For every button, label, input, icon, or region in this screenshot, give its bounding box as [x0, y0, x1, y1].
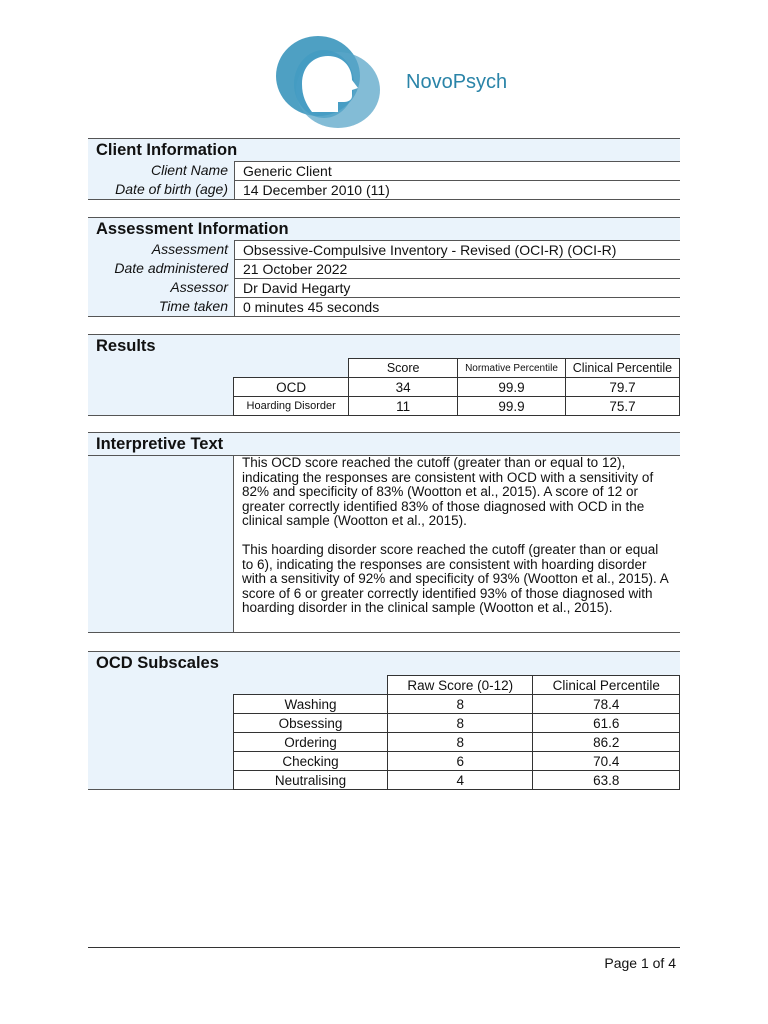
normative-cell: 99.9	[458, 378, 566, 397]
clinical-cell: 79.7	[565, 378, 679, 397]
raw-cell: 6	[388, 752, 533, 771]
date-of-birth-row	[88, 180, 680, 199]
row-name: Hoarding Disorder	[234, 397, 349, 416]
interpretive-text-title: Interpretive Text	[88, 432, 680, 455]
footer-divider	[88, 947, 680, 948]
date-of-birth-value: 14 December 2010 (11)	[234, 180, 680, 199]
assessment-information-title: Assessment Information	[88, 217, 680, 240]
assessment-label: Assessment	[151, 241, 228, 257]
date-administered-row	[88, 259, 680, 278]
ocd-subscales-title: OCD Subscales	[88, 651, 680, 674]
ocd-interpretation: This OCD score reached the cutoff (greater than or equal to 12), indicating the responses are consistent with OCD with a sensitivity of 82% and specificity of 83% (Wootton et al., 2015). A score of 12 or greater correctly identified 83% of those diagnosed with OCD in the clinical sample (Wootton et al., 2015).	[242, 456, 654, 529]
normative-cell: 99.9	[458, 397, 566, 416]
time-taken-row	[88, 297, 680, 316]
table-row	[234, 378, 680, 397]
ocd-subscales-section	[88, 651, 680, 790]
assessment-value: Obsessive-Compulsive Inventory - Revised (OCI-R) (OCI-R)	[234, 240, 680, 259]
clinical-percentile-header: Clinical Percentile	[565, 359, 679, 378]
brand-name: NovoPsych	[406, 71, 508, 93]
score-cell: 11	[349, 397, 458, 416]
subscale-name: Obsessing	[234, 714, 388, 733]
date-administered-value: 21 October 2022	[234, 259, 680, 278]
time-taken-label: Time taken	[158, 298, 228, 314]
results-section	[88, 334, 680, 416]
table-row	[234, 752, 680, 771]
subscale-name: Neutralising	[234, 771, 388, 790]
table-row	[234, 733, 680, 752]
clinical-percentile-header: Clinical Percentile	[533, 676, 680, 695]
subscales-header-row	[234, 676, 680, 695]
assessor-label: Assessor	[170, 279, 228, 295]
raw-cell: 8	[388, 733, 533, 752]
clinical-cell: 63.8	[533, 771, 680, 790]
client-name-row	[88, 161, 680, 180]
client-name-label: Client Name	[150, 162, 228, 178]
date-of-birth-label: Date of birth (age)	[115, 181, 228, 197]
subscale-name: Checking	[234, 752, 388, 771]
clinical-cell: 70.4	[533, 752, 680, 771]
subscales-header-spacer	[234, 676, 388, 695]
clinical-cell: 61.6	[533, 714, 680, 733]
score-cell: 34	[349, 378, 458, 397]
assessor-row	[88, 278, 680, 297]
normative-percentile-header: Normative Percentile	[458, 359, 566, 378]
results-table	[233, 358, 680, 416]
results-header-row	[234, 359, 680, 378]
subscale-name: Washing	[234, 695, 388, 714]
raw-cell: 4	[388, 771, 533, 790]
clinical-cell: 75.7	[565, 397, 679, 416]
table-row	[234, 714, 680, 733]
table-row	[234, 771, 680, 790]
subscales-table	[233, 675, 680, 790]
interpretive-text-section	[88, 432, 680, 633]
raw-cell: 8	[388, 695, 533, 714]
clinical-cell: 86.2	[533, 733, 680, 752]
results-header-spacer	[234, 359, 349, 378]
novopsych-logo	[272, 34, 384, 130]
score-header: Score	[349, 359, 458, 378]
page-number: Page 1 of 4	[604, 955, 676, 971]
table-row	[234, 397, 680, 416]
assessor-value: Dr David Hegarty	[234, 278, 680, 297]
time-taken-value: 0 minutes 45 seconds	[234, 297, 680, 316]
client-information-section	[88, 138, 680, 200]
results-title: Results	[88, 334, 680, 357]
client-name-value: Generic Client	[234, 161, 680, 180]
date-administered-label: Date administered	[114, 260, 228, 276]
hoarding-interpretation: This hoarding disorder score reached the cutoff (greater than or equal to 6), indicating the responses are consistent with hoarding disorder with a sensitivity of 92% and specificity of 93% (Wootton et al., 2015). A score of 6 or greater correctly identified 93% of those diagnosed with hoarding disorder in the clinical sample (Wootton et al., 2015).	[242, 541, 668, 616]
raw-score-header: Raw Score (0-12)	[388, 676, 533, 695]
assessment-row	[88, 240, 680, 259]
raw-cell: 8	[388, 714, 533, 733]
clinical-cell: 78.4	[533, 695, 680, 714]
table-row	[234, 695, 680, 714]
interpretive-text-body	[233, 456, 680, 632]
assessment-information-section	[88, 217, 680, 317]
subscale-name: Ordering	[234, 733, 388, 752]
client-information-title: Client Information	[88, 138, 680, 161]
row-name: OCD	[234, 378, 349, 397]
